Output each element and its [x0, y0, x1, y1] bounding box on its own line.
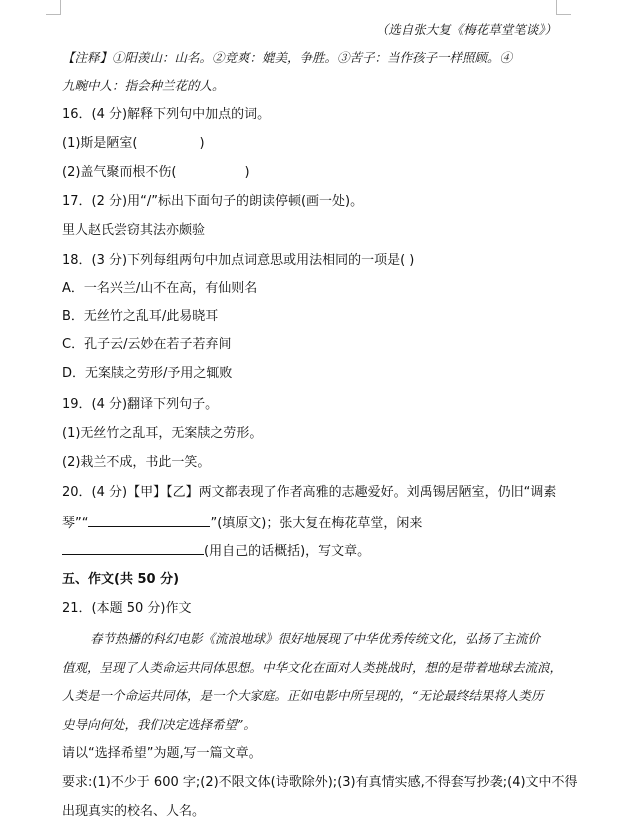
- q18-option-b: B．无丝竹之乱耳/此易晓耳: [62, 309, 219, 324]
- q17-stem: 17．(2 分)用“/”标出下面句子的朗读停顿(画一处)。: [62, 194, 364, 209]
- q18-option-a: A．一名兴兰/山不在高，有仙则名: [62, 281, 258, 296]
- q20-line-1: 20．(4 分)【甲】【乙】两文都表现了作者高雅的志趣爱好。刘禹锡居陋室，仍旧“调素: [62, 485, 557, 500]
- q20-blank-1[interactable]: [88, 513, 210, 527]
- q20-line-2: [62, 513, 422, 532]
- q19-stem: 19．(4 分)翻译下列句子。: [62, 397, 219, 412]
- page-corner-mark-right-h: [556, 14, 571, 15]
- q16-item-1-close: ): [199, 136, 205, 151]
- q18-option-c: C．孔子云/云妙在若子若弃间: [62, 337, 232, 352]
- q21-requirements-line-1: 要求:(1)不少于 600 字;(2)不限文体(诗歌除外);(3)有真情实感,不得套写抄袭;(4)文中不得: [62, 775, 578, 790]
- q21-task: 请以“选择希望”为题,写一篇文章。: [62, 746, 262, 761]
- q16-item-1: [62, 136, 205, 152]
- notes-line-1: 【注释】①阳羡山：山名。②竞爽：媲美，争胜。③苦子：当作孩子一样照顾。④: [62, 50, 513, 65]
- notes-line-2: 九畹中人：指会种兰花的人。: [62, 78, 225, 93]
- q21-prompt-line-3: 人类是一个命运共同体，是一个大家庭。正如电影中所呈现的，“无论最终结果将人类历: [62, 688, 544, 703]
- q16-stem: 16．(4 分)解释下列句中加点的词。: [62, 107, 271, 122]
- q19-item-2: (2)栽兰不成，书此一笑。: [62, 455, 211, 470]
- q20-blank-2-line[interactable]: [62, 541, 204, 555]
- q21-requirements-line-2: 出现真实的校名、人名。: [62, 804, 206, 819]
- q21-prompt-line-2: 值观，呈现了人类命运共同体思想。中华文化在面对人类挑战时，想的是带着地球去流浪，: [62, 660, 563, 675]
- q18-option-d: D．无案牍之劳形/予用之辄败: [62, 366, 233, 381]
- page-corner-mark-left-h: [46, 14, 61, 15]
- q21-prompt-line-4: 史导向何处，我们决定选择希望”。: [62, 717, 256, 732]
- page-corner-mark-left: [60, 0, 61, 14]
- q17-sentence: 里人赵氏尝窃其法亦颇验: [62, 223, 206, 238]
- q16-item-2: [62, 165, 250, 181]
- q20-line-3: [62, 541, 370, 560]
- page-corner-mark-right: [556, 0, 557, 14]
- q19-item-1: (1)无丝竹之乱耳，无案牍之劳形。: [62, 426, 263, 441]
- q16-item-2-close: ): [244, 165, 250, 180]
- q16-item-2-text: (2)盖气聚而根不伤(: [62, 165, 177, 180]
- q21-prompt-line-1: 春节热播的科幻电影《流浪地球》很好地展现了中华优秀传统文化，弘扬了主流价: [90, 631, 541, 646]
- q18-stem: 18．(3 分)下列每组两句中加点词意思或用法相同的一项是( ): [62, 253, 415, 268]
- source-citation: （选自张大复《梅花草堂笔谈》）: [375, 22, 557, 37]
- q16-item-1-text: (1)斯是陋室(: [62, 136, 138, 151]
- q20-line-3-post: (用自己的话概括)，写文章。: [204, 544, 371, 559]
- q20-line-2-post: ”(填原文)；张大复在梅花草堂，闲来: [210, 516, 423, 531]
- q21-stem: 21．(本题 50 分)作文: [62, 601, 192, 616]
- section-5-title: 五、作文(共 50 分): [62, 572, 180, 587]
- q20-line-2-pre: 琴”“: [62, 516, 89, 531]
